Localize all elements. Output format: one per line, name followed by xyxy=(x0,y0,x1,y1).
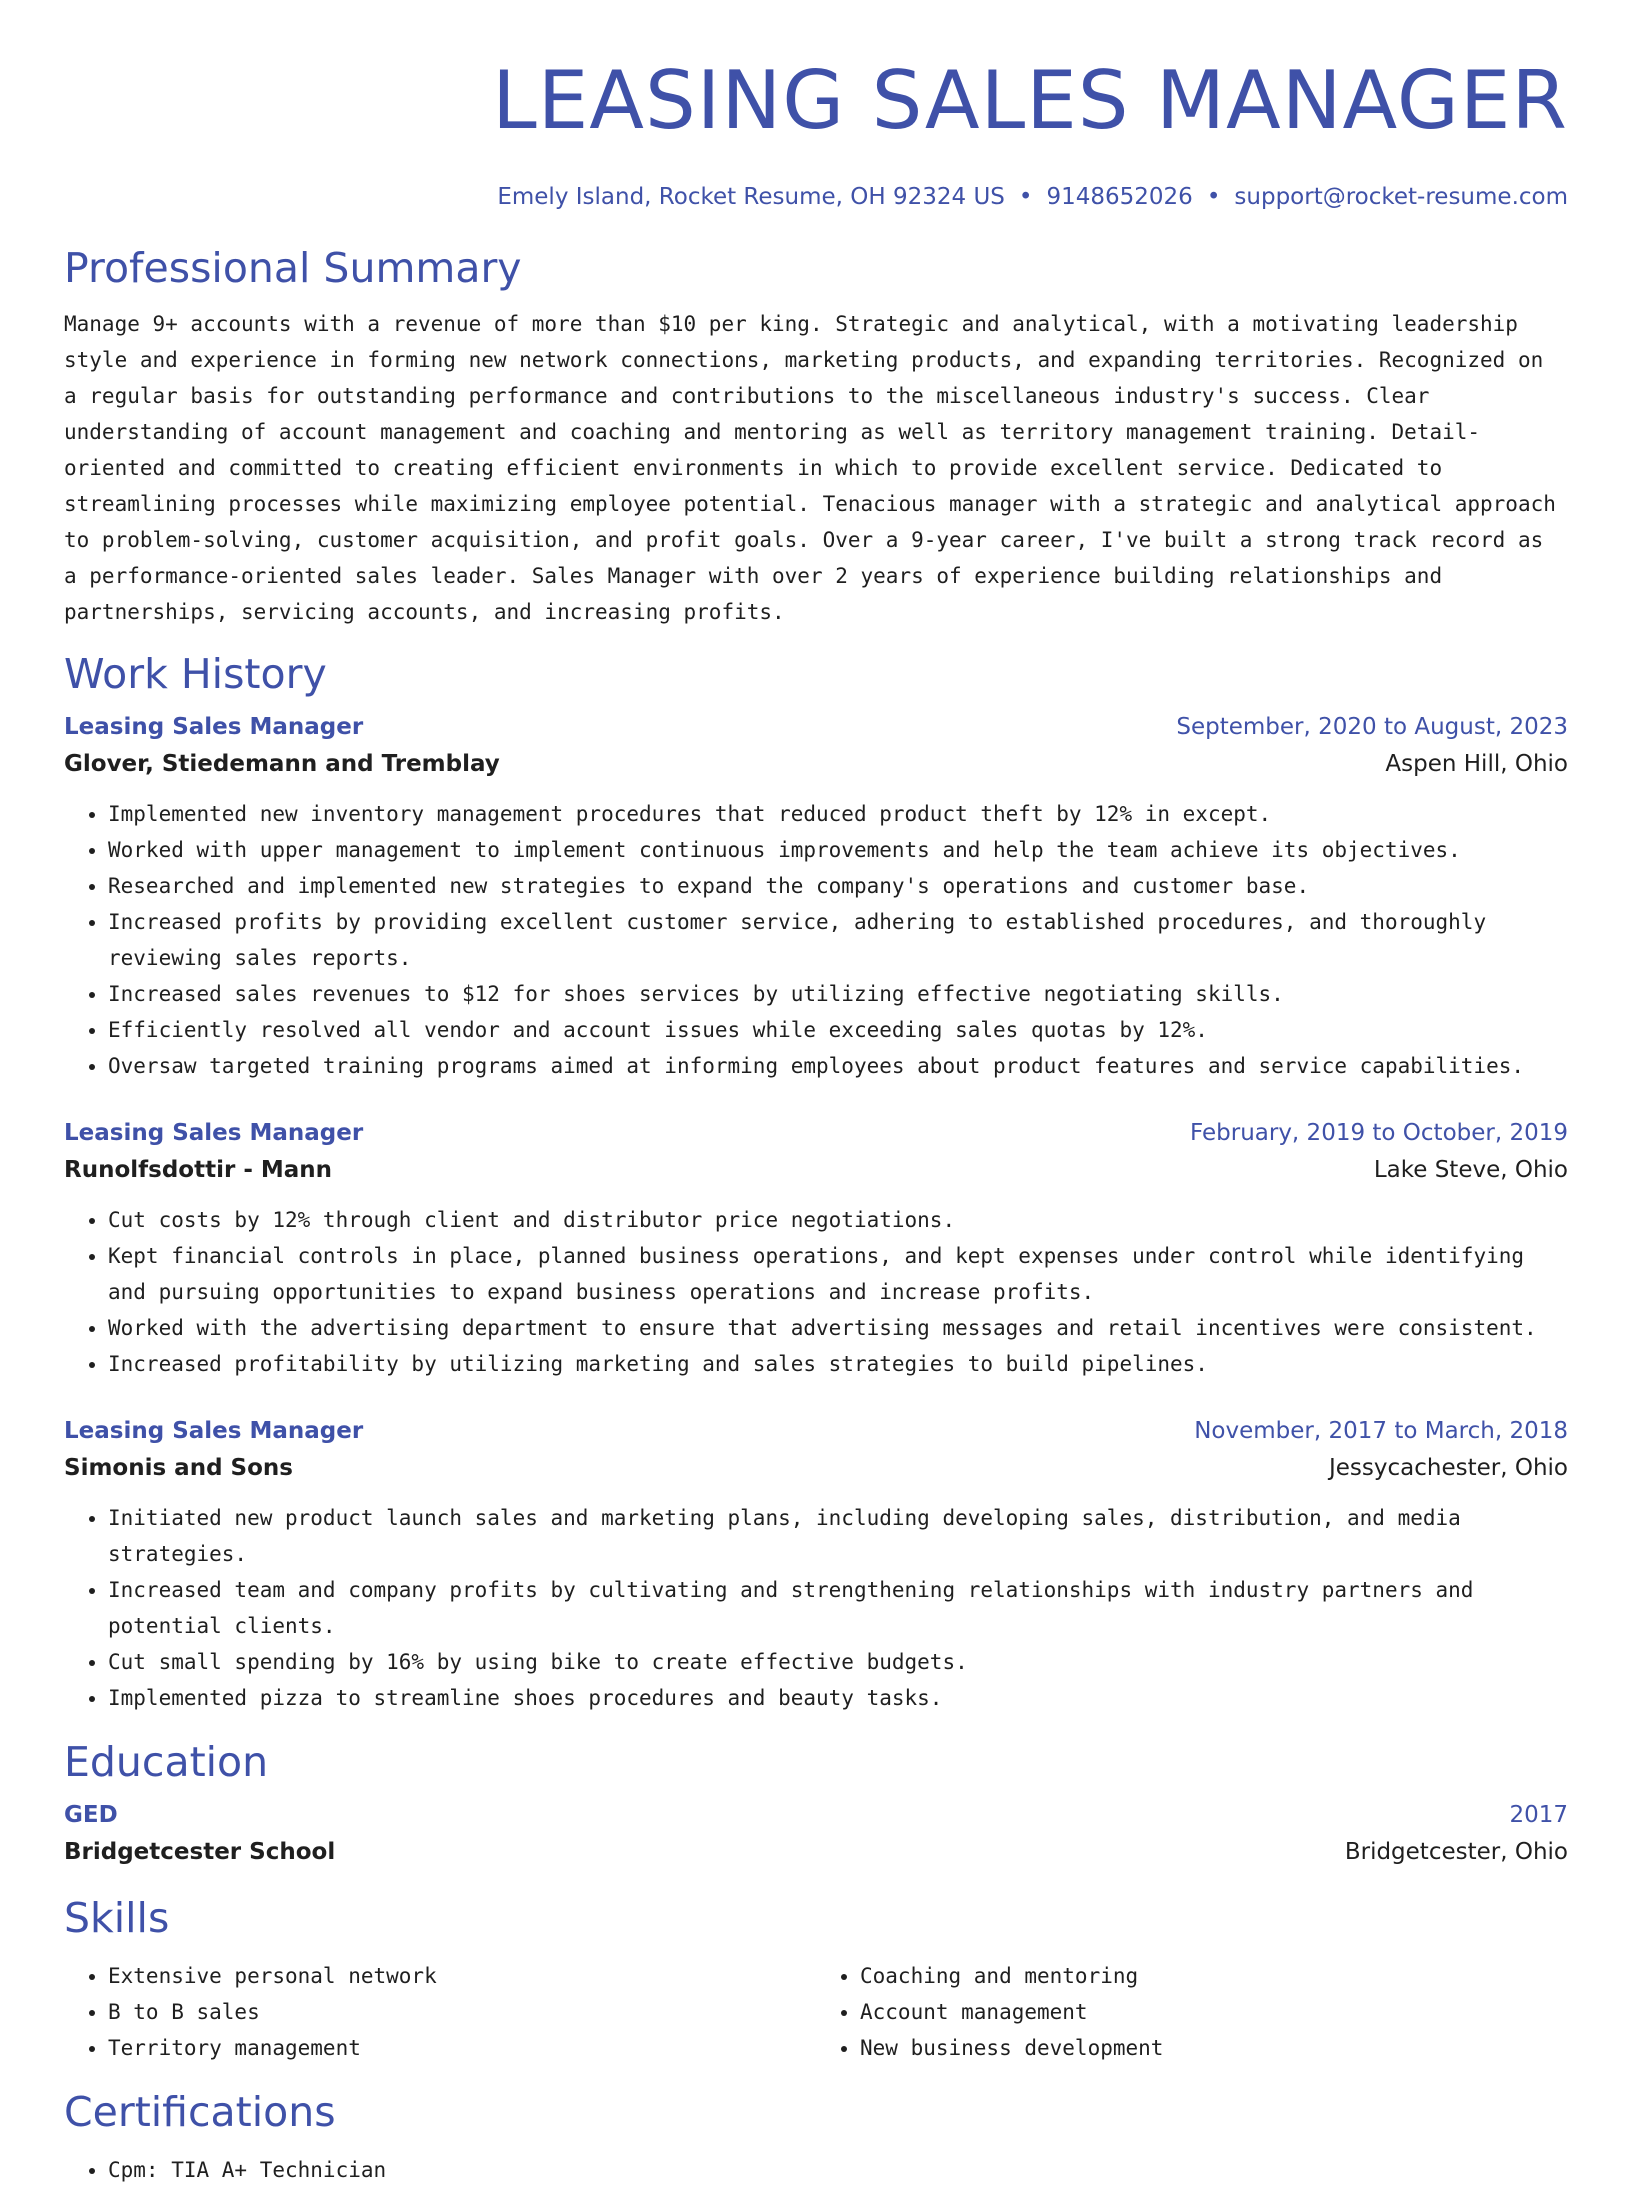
resume-title: LEASING SALES MANAGER xyxy=(492,54,1568,147)
company-name: Runolfsdottir - Mann xyxy=(64,1157,333,1183)
skills-grid xyxy=(64,1958,1568,2066)
job-title: Leasing Sales Manager xyxy=(64,1418,364,1444)
company-name: Glover, Stiedemann and Tremblay xyxy=(64,751,500,777)
job-bullet: • Worked with upper management to implement continuous improvements and help the team achieve its objectives. xyxy=(108,832,1568,868)
job-bullet: • Increased sales revenues to $12 for shoes services by utilizing effective negotiating skills. xyxy=(108,976,1568,1012)
job-bullet: • Cut costs by 12% through client and distributor price negotiations. xyxy=(108,1202,1568,1238)
job-bullet: • Implemented new inventory management procedures that reduced product theft by 12% in except. xyxy=(108,796,1568,832)
job-entry xyxy=(64,710,1568,1084)
section-heading-work: Work History xyxy=(64,650,327,698)
job-location: Aspen Hill, Ohio xyxy=(1385,751,1568,777)
job-title: Leasing Sales Manager xyxy=(64,1120,364,1146)
job-bullet: • Increased profits by providing excellent customer service, adhering to established procedures, and thoroughly reviewing sales reports. xyxy=(108,904,1568,976)
job-bullet: • Increased team and company profits by cultivating and strengthening relationships with industry partners and potential clients. xyxy=(108,1572,1568,1644)
education-year: 2017 xyxy=(1509,1802,1568,1828)
job-bullets xyxy=(64,1202,1568,1382)
contact-email: support@rocket-resume.com xyxy=(1234,184,1568,210)
skill-item: • New business development xyxy=(860,2030,1568,2066)
contact-phone: 9148652026 xyxy=(1046,184,1193,210)
section-heading-certifications: Certifications xyxy=(64,2088,336,2136)
job-location: Jessycachester, Ohio xyxy=(1329,1455,1568,1481)
education-location: Bridgetcester, Ohio xyxy=(1344,1839,1568,1865)
certification-item: • Cpm: TIA A+ Technician xyxy=(108,2152,1568,2188)
job-bullet: • Implemented pizza to streamline shoes procedures and beauty tasks. xyxy=(108,1680,1568,1716)
job-dates: November, 2017 to March, 2018 xyxy=(1194,1418,1568,1444)
education-entry xyxy=(64,1798,1568,1872)
job-bullet: • Worked with the advertising department to ensure that advertising messages and retail incentives were consistent. xyxy=(108,1310,1568,1346)
skill-item: • Extensive personal network xyxy=(108,1958,816,1994)
job-entry xyxy=(64,1414,1568,1716)
skills-list-right xyxy=(816,1958,1568,2066)
education-degree: GED xyxy=(64,1802,118,1828)
contact-line xyxy=(64,180,1568,214)
job-bullet: • Cut small spending by 16% by using bike to create effective budgets. xyxy=(108,1644,1568,1680)
contact-separator: • xyxy=(1018,184,1033,210)
job-dates: February, 2019 to October, 2019 xyxy=(1190,1120,1568,1146)
job-bullet: • Increased profitability by utilizing marketing and sales strategies to build pipelines. xyxy=(108,1346,1568,1382)
section-heading-education: Education xyxy=(64,1738,269,1786)
contact-separator: • xyxy=(1206,184,1221,210)
job-bullets xyxy=(64,1500,1568,1716)
section-heading-summary: Professional Summary xyxy=(64,244,522,292)
skill-item: • Territory management xyxy=(108,2030,816,2066)
education-school: Bridgetcester School xyxy=(64,1839,336,1865)
job-bullet: • Efficiently resolved all vendor and account issues while exceeding sales quotas by 12%. xyxy=(108,1012,1568,1048)
company-name: Simonis and Sons xyxy=(64,1455,293,1481)
contact-address: Emely Island, Rocket Resume, OH 92324 US xyxy=(497,184,1005,210)
skills-list-left xyxy=(64,1958,816,2066)
job-bullet: • Kept financial controls in place, planned business operations, and kept expenses under control while identifying and pursuing opportunities to expand business operations and increase profits. xyxy=(108,1238,1568,1310)
skill-item: • Coaching and mentoring xyxy=(860,1958,1568,1994)
skill-item: • B to B sales xyxy=(108,1994,816,2030)
job-title: Leasing Sales Manager xyxy=(64,714,364,740)
job-bullets xyxy=(64,796,1568,1084)
summary-text: Manage 9+ accounts with a revenue of more than $10 per king. Strategic and analytical, with a motivating leadership style and experience in forming new network connections, marketing products, and expanding territories. Recognized on a regular basis for outstanding performance and contributions to the miscellaneous industry's success. Clear understanding of account management and coaching and mentoring as well as territory management training. Detail-oriented and committed to creating efficient environments in which to provide excellent service. Dedicated to streamlining processes while maximizing employee potential. Tenacious manager with a strategic and analytical approach to problem-solving, customer acquisition, and profit goals. Over a 9-year career, I've built a strong track record as a performance-oriented sales leader. Sales Manager with over 2 years of experience building relationships and partnerships, servicing accounts, and increasing profits. xyxy=(64,312,1556,624)
job-location: Lake Steve, Ohio xyxy=(1373,1157,1568,1183)
certifications-list xyxy=(64,2152,1568,2188)
section-heading-skills: Skills xyxy=(64,1894,170,1942)
job-entry xyxy=(64,1116,1568,1382)
job-bullet: • Researched and implemented new strategies to expand the company's operations and customer base. xyxy=(108,868,1568,904)
job-dates: September, 2020 to August, 2023 xyxy=(1176,714,1568,740)
job-bullet: • Initiated new product launch sales and marketing plans, including developing sales, distribution, and media strategies. xyxy=(108,1500,1568,1572)
skill-item: • Account management xyxy=(860,1994,1568,2030)
job-bullet: • Oversaw targeted training programs aimed at informing employees about product features and service capabilities. xyxy=(108,1048,1568,1084)
